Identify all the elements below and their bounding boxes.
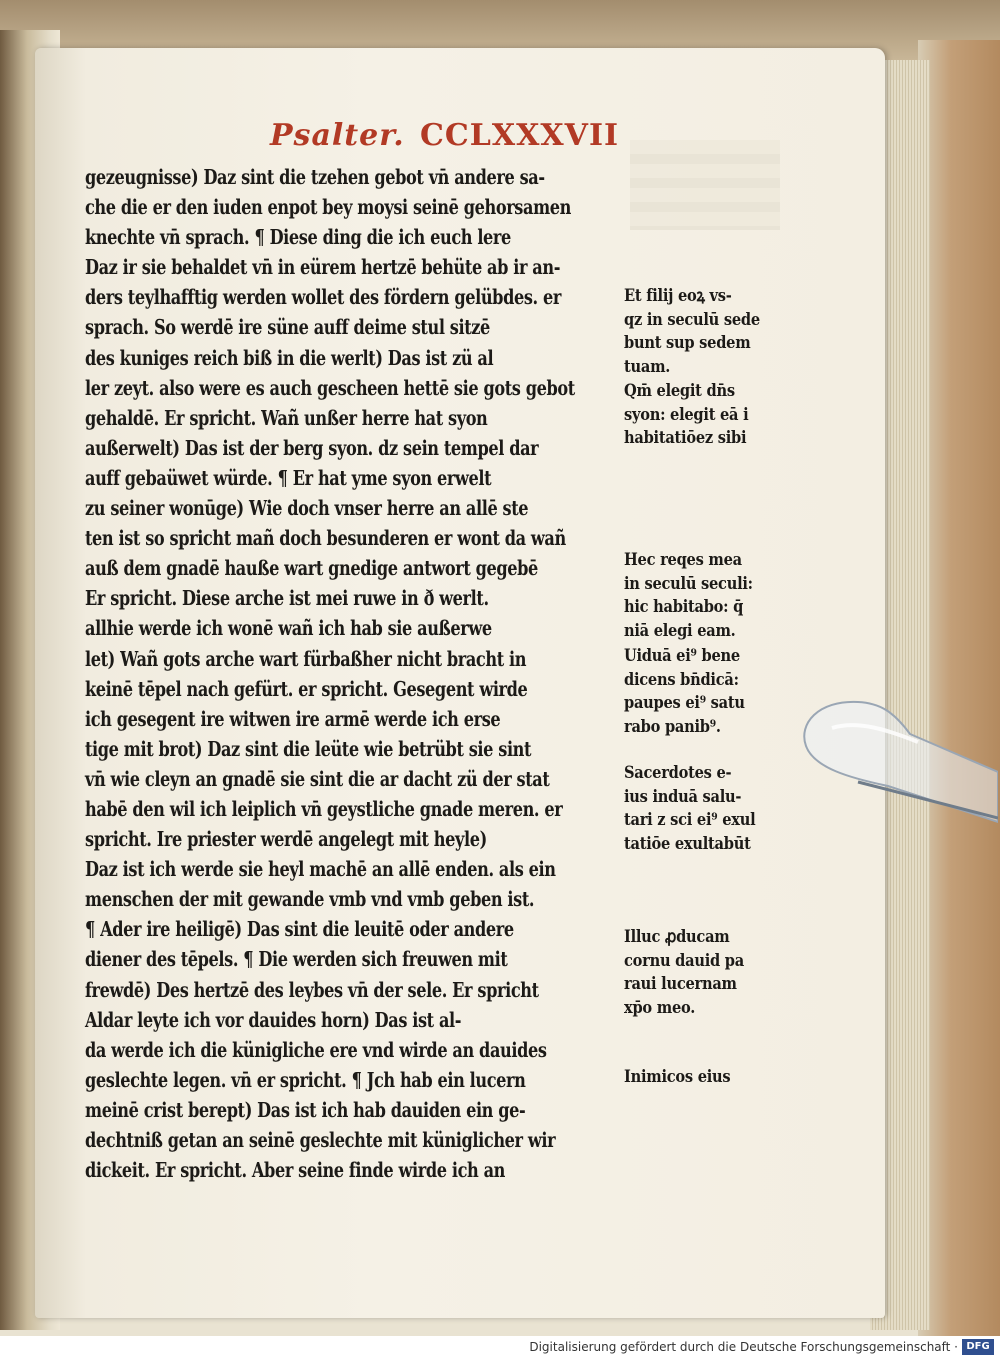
margin-note-line: qz in seculū sede xyxy=(624,309,760,330)
margin-note-line: Uiduā ei⁹ bene xyxy=(624,646,740,666)
text-line: Daz ist ich werde sie heyl machē an allē enden. als ein xyxy=(85,857,556,882)
margin-note xyxy=(624,926,794,1020)
text-line: knechte vn̄ sprach. ¶ Diese ding die ich euch lere xyxy=(85,225,511,250)
text-line: allhie werde ich wonē wañ ich hab sie außerwe xyxy=(85,616,492,641)
margin-note-line: rabo panib⁹. xyxy=(624,716,721,737)
text-line: dickeit. Er spricht. Aber seine finde wirde ich an xyxy=(85,1158,505,1183)
text-line: auß dem gnadē hauße wart gnedige antwort gegebē xyxy=(85,556,538,581)
margin-note xyxy=(624,762,794,856)
text-line: menschen der mit gewande vmb vnd vmb geben ist. xyxy=(85,887,535,912)
margin-note-line: bunt sup sedem xyxy=(624,333,751,353)
margin-note xyxy=(624,549,794,643)
book-cover-edge xyxy=(918,40,1000,1336)
margin-note-line: Inimicos eius xyxy=(624,1067,731,1087)
margin-note-line: tari z sci ei⁹ exul xyxy=(624,810,756,830)
text-line: gezeugnisse) Daz sint die tzehen gebot vn̄ andere sa- xyxy=(85,165,545,189)
text-line: diener des tēpels. ¶ Die werden sich freuwen mit xyxy=(85,947,508,972)
margin-note-line: in seculū seculi: xyxy=(624,573,753,594)
margin-note-line: syon: elegit eā i xyxy=(624,404,749,425)
margin-note-line: Qm̄ elegit dn̄s xyxy=(624,381,735,401)
margin-note-line: hic habitabo: q̄ xyxy=(624,597,744,617)
text-line: spricht. Ire priester werdē angelegt mit heyle) xyxy=(85,827,487,852)
margin-note-line: tatiōe exultabūt xyxy=(624,833,751,854)
text-line: des kuniges reich biß in die werlt) Das ist zü al xyxy=(85,345,494,370)
margin-note xyxy=(624,1066,794,1090)
text-line: zu seiner wonūge) Wie doch vnser herre an allē ste xyxy=(85,496,529,521)
funding-notice: Digitalisierung gefördert durch die Deutsche Forschungsgemeinschaft · xyxy=(529,1340,958,1354)
text-line: außerwelt) Das ist der berg syon. dz sein tempel dar xyxy=(85,435,539,460)
text-line: Aldar leyte ich vor dauides horn) Das ist al- xyxy=(85,1007,462,1032)
margin-note-line: raui lucernam xyxy=(624,974,737,994)
text-line: che die er den iuden enpot bey moysi seinē gehorsamen xyxy=(85,195,571,220)
text-line: ders teylhafftig werden wollet des fördern gelübdes. er xyxy=(85,285,561,310)
text-line: tige mit brot) Daz sint die leüte wie betrübt sie sint xyxy=(85,736,532,761)
text-line: ¶ Ader ire heiligē) Das sint die leuitē oder andere xyxy=(85,917,514,942)
margin-note xyxy=(624,285,794,379)
running-header xyxy=(270,118,630,164)
margin-note-line: Illuc ꝓducam xyxy=(624,927,730,947)
margin-note xyxy=(624,380,794,451)
bleed-through-text xyxy=(630,140,780,230)
text-line: da werde ich die künigliche ere vnd wirde an dauides xyxy=(85,1037,547,1062)
footer-bar xyxy=(0,1336,1000,1359)
margin-note-line: Hec reqes mea xyxy=(624,550,742,570)
margin-note-line: niā elegi eam. xyxy=(624,620,736,641)
glass-page-weight xyxy=(798,694,998,824)
text-line: geslechte legen. vn̄ er spricht. ¶ Jch hab ein lucern xyxy=(85,1067,526,1092)
margin-note-line: tuam. xyxy=(624,356,671,377)
margin-note-line: paupes ei⁹ satu xyxy=(624,693,745,713)
text-line: Daz ir sie behaldet vn̄ in eürem hertzē behüte ab ir an- xyxy=(85,255,560,280)
text-line: meinē crist berept) Das ist ich hab dauiden ein ge- xyxy=(85,1097,526,1122)
text-line: ten ist so spricht mañ doch besunderen er wont da wañ xyxy=(85,526,566,551)
header-title: Psalter. xyxy=(270,118,405,153)
folio-number: CCLXXXVII xyxy=(420,118,620,153)
margin-note-line: ius induā salu- xyxy=(624,786,742,807)
text-line: habē den wil ich leiplich vn̄ geystliche gnade meren. er xyxy=(85,796,563,821)
margin-note-line: xp̄o meo. xyxy=(624,997,696,1018)
text-line: ler zeyt. also were es auch gescheen hettē sie gots gebot xyxy=(85,375,575,400)
text-line: frewdē) Des hertzē des leybes vn̄ der sele. Er spricht xyxy=(85,977,539,1002)
text-line: let) Wañ gots arche wart fürbaßher nicht bracht in xyxy=(85,646,527,671)
margin-note-line: Sacerdotes e- xyxy=(624,763,732,783)
margin-note xyxy=(624,645,794,739)
text-line: keinē tēpel nach gefürt. er spricht. Gesegent wirde xyxy=(85,676,528,701)
main-text-column xyxy=(85,162,605,1185)
text-line: dechtniß getan an seinē geslechte mit küniglicher wir xyxy=(85,1128,556,1152)
margin-note-line: dicens bn̄dicā: xyxy=(624,669,739,690)
text-line: ich gesegent ire witwen ire armē werde ich erse xyxy=(85,706,501,731)
dfg-logo: DFG xyxy=(962,1339,994,1355)
margin-note-line: cornu dauid pa xyxy=(624,950,744,971)
margin-note-line: habitatiōez sibi xyxy=(624,428,747,448)
margin-note-line: Et filij eoꝝ vs- xyxy=(624,286,732,306)
text-line: sprach. So werdē ire süne auff deime stul sitzē xyxy=(85,315,490,340)
text-line: auff gebaüwet würde. ¶ Er hat yme syon erwelt xyxy=(85,465,492,490)
text-line: gehaldē. Er spricht. Wañ unßer herre hat syon xyxy=(85,405,488,430)
text-line: vn̄ wie cleyn an gnadē sie sint die ar dacht zü der stat xyxy=(85,766,550,791)
text-line: Er spricht. Diese arche ist mei ruwe in ð werlt. xyxy=(85,586,489,611)
